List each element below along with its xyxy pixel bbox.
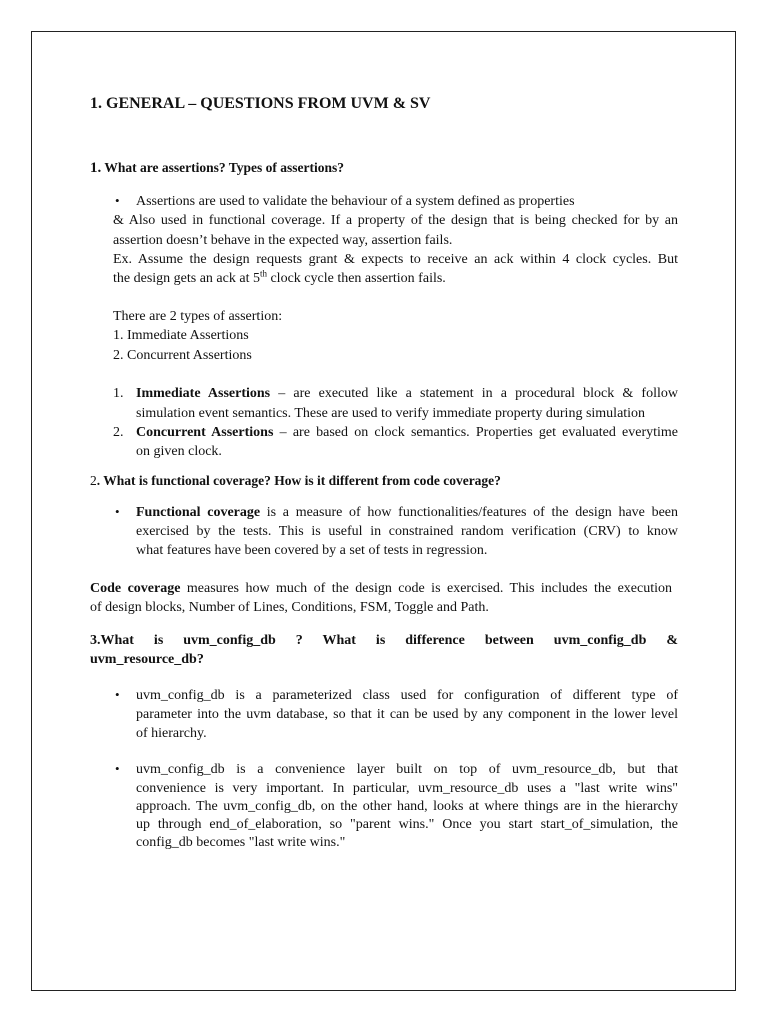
q1-line-ack — [113, 269, 446, 289]
bullet-dot: • — [115, 504, 120, 519]
superscript-th: th — [259, 268, 267, 279]
code-coverage-line1 — [90, 579, 672, 599]
functional-coverage-line1 — [136, 503, 678, 523]
bullet-dot: • — [115, 687, 120, 702]
question-2-heading — [90, 473, 501, 489]
list-number: 1. — [113, 386, 124, 401]
config-db-b1-line2: parameter into the uvm database, so that it can be used by any component in the lower level — [136, 707, 678, 722]
q1-line: assertion doesn’t behave in the expected way, assertion fails. — [113, 233, 453, 248]
config-db-b2-line1: uvm_config_db is a convenience layer built on top of uvm_resource_db, but that — [136, 762, 678, 777]
config-db-b2-line5: config_db becomes "last write wins." — [136, 835, 346, 850]
config-db-b2-line4: up through end_of_elaboration, so "parent wins." Once you start start_of_simulation, the — [136, 817, 678, 832]
q1-line: & Also used in functional coverage. If a property of the design that is being checked for by an — [113, 213, 678, 228]
config-db-b1-line3: of hierarchy. — [136, 726, 207, 741]
bullet-dot: • — [115, 761, 120, 776]
q1-type-item: 2. Concurrent Assertions — [113, 348, 252, 363]
functional-coverage-line2: exercised by the tests. This is useful in constrained random verification (CRV) to know — [136, 524, 678, 539]
immediate-assertions-desc: – are executed like a statement in a procedural block & follow — [270, 386, 678, 401]
immediate-assertions-line2: simulation event semantics. These are used to verify immediate property during simulation — [136, 406, 646, 421]
concurrent-assertions-line1 — [136, 423, 678, 443]
code-coverage-line2: of design blocks, Number of Lines, Conditions, FSM, Toggle and Path. — [90, 600, 489, 615]
config-db-b2-line3: approach. The uvm_config_db, on the other hand, looks at where things are in the hierarchy — [136, 799, 678, 814]
section-title: 1. GENERAL – QUESTIONS FROM UVM & SV — [90, 95, 431, 112]
question-3-title-line1: 3.What is uvm_config_db ? What is difference between uvm_config_db & — [90, 633, 678, 648]
q1-line-ack-b: clock cycle then assertion fails. — [266, 271, 446, 286]
question-1-number: 1. — [90, 160, 102, 176]
functional-coverage-term: Functional coverage — [136, 505, 261, 520]
code-coverage-term: Code coverage — [90, 581, 181, 596]
config-db-b2-line2: convenience is very important. In particular, uvm_resource_db uses a "last write wins" — [136, 781, 678, 796]
bullet-dot: • — [115, 193, 120, 208]
q1-line: Ex. Assume the design requests grant & expects to receive an ack within 4 clock cycles. But — [113, 252, 678, 267]
q1-line-ack-a: the design gets an ack at 5 — [113, 271, 260, 286]
question-1-title: What are assertions? Types of assertions? — [104, 160, 345, 175]
list-number: 2. — [113, 425, 124, 440]
functional-coverage-line3: what features have been covered by a set of tests in regression. — [136, 543, 488, 558]
q1-type-item: 1. Immediate Assertions — [113, 328, 249, 343]
concurrent-assertions-desc: – are based on clock semantics. Properties get evaluated everytime — [273, 425, 679, 440]
config-db-b1-line1: uvm_config_db is a parameterized class used for configuration of different type of — [136, 688, 678, 703]
q1-types-intro: There are 2 types of assertion: — [113, 309, 283, 324]
q1-bullet-text: Assertions are used to validate the behaviour of a system defined as properties — [136, 194, 575, 209]
concurrent-assertions-term: Concurrent Assertions — [136, 425, 274, 440]
question-3-title-line2: uvm_resource_db? — [90, 652, 204, 667]
concurrent-assertions-line2: on given clock. — [136, 444, 222, 459]
question-2-title: . What is functional coverage? How is it different from code coverage? — [96, 473, 501, 488]
code-coverage-desc: measures how much of the design code is exercised. This includes the execution — [180, 581, 673, 596]
question-2-number: 2 — [90, 473, 97, 488]
question-1-heading — [90, 160, 344, 177]
immediate-assertions-term: Immediate Assertions — [136, 386, 271, 401]
functional-coverage-desc: is a measure of how functionalities/features of the design have been — [260, 505, 679, 520]
immediate-assertions-line1 — [136, 384, 678, 404]
